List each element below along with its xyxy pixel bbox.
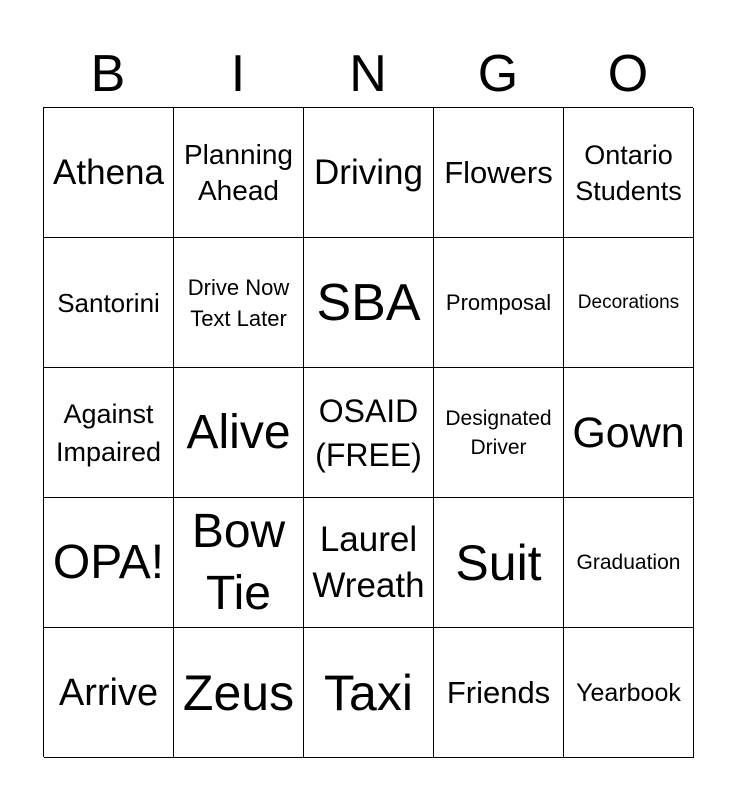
cell-text: Drive Now Text Later: [187, 274, 290, 331]
cell-text: Promposal: [445, 289, 552, 315]
bingo-cell: [304, 498, 434, 628]
cell-text: Athena: [53, 152, 164, 192]
bingo-cell: [304, 368, 434, 498]
cell-text: Yearbook: [576, 678, 681, 707]
header-letter-n: N: [349, 45, 387, 103]
bingo-cell: [564, 238, 694, 368]
bingo-cell: [564, 108, 694, 238]
cell-text: SBA: [316, 273, 421, 332]
bingo-cell: [44, 108, 174, 238]
cell-text: OSAID (FREE): [315, 392, 422, 473]
cell-text: Bow Tie: [191, 504, 286, 620]
cell-text: Santorini: [57, 287, 160, 318]
bingo-cell: [304, 628, 434, 758]
cell-text: Laurel Wreath: [312, 519, 425, 605]
cell-text: Designated Driver: [445, 406, 552, 459]
bingo-cell: [44, 628, 174, 758]
cell-text: Arrive: [58, 671, 159, 714]
cell-text: OPA!: [52, 535, 165, 589]
cell-text: Decorations: [577, 291, 680, 313]
header-letter-g: G: [477, 45, 519, 103]
bingo-cell: [434, 498, 564, 628]
cell-text: Ontario Students: [575, 139, 682, 206]
bingo-cell: [44, 498, 174, 628]
bingo-cell: [564, 498, 694, 628]
bingo-cell: [44, 238, 174, 368]
cell-text: Graduation: [576, 550, 681, 574]
cell-text: Gown: [572, 408, 685, 457]
cell-text: Planning Ahead: [184, 138, 293, 206]
cell-text: Alive: [186, 405, 291, 459]
bingo-header: [43, 40, 693, 108]
header-letter-i: I: [230, 45, 246, 103]
header-letter-o: O: [607, 45, 649, 103]
bingo-cell: [174, 108, 304, 238]
bingo-cell: [174, 628, 304, 758]
cell-text: Driving: [314, 152, 423, 192]
cell-text: Friends: [446, 674, 551, 710]
bingo-cell: [434, 628, 564, 758]
cell-text: Suit: [455, 534, 542, 591]
bingo-cell: [564, 368, 694, 498]
bingo-cell: [44, 368, 174, 498]
bingo-cell: [174, 368, 304, 498]
cell-text: Taxi: [324, 664, 413, 721]
bingo-cell: [304, 238, 434, 368]
cell-text: Zeus: [182, 664, 295, 721]
bingo-cell: [434, 108, 564, 238]
bingo-cell: [304, 108, 434, 238]
cell-text: Against Impaired: [55, 398, 162, 467]
bingo-cell: [434, 368, 564, 498]
bingo-cell: [174, 238, 304, 368]
cell-text: Flowers: [444, 154, 553, 190]
bingo-cell: [174, 498, 304, 628]
bingo-cell: [434, 238, 564, 368]
header-letter-b: B: [90, 45, 126, 103]
bingo-grid: [43, 107, 693, 757]
bingo-cell: [564, 628, 694, 758]
